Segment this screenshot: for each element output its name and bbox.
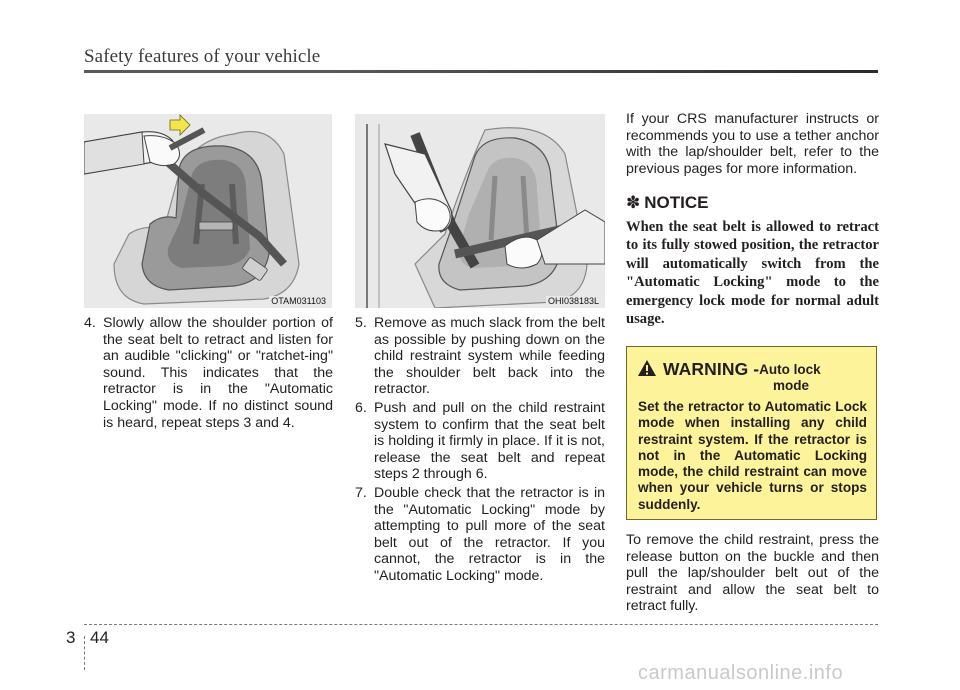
warning-subtitle-line2: mode (773, 378, 810, 393)
watermark: carmanualsonline.info (638, 662, 844, 684)
warning-body: Set the retractor to Automatic Lock mode when installing any child restraint system. If the retractor is not in the Automatic Locking mode, the child restraint can move when your vehicle turns or stops suddenly. (638, 399, 867, 512)
warning-title: WARNING - (663, 359, 760, 379)
child-seat-illustration (84, 114, 332, 308)
step-number: 4. (84, 315, 96, 331)
step-item (355, 485, 605, 585)
header-rule (84, 70, 878, 73)
push-down-illustration (355, 114, 605, 308)
notice-star-icon: ✽ (626, 193, 641, 213)
column-3 (626, 111, 879, 328)
column-1 (84, 315, 333, 433)
figure-code: OHI038183L (547, 296, 599, 306)
page-number: 44 (90, 628, 109, 647)
step-text: Push and pull on the child restraint system to confirm that the seat belt is holding it firmly in place. If it is not, release the seat belt and repeat steps 2 through 6. (374, 399, 605, 483)
outro-paragraph: To remove the child restraint, press the release button on the buckle and then pull the lap/shoulder belt out of the restraint and allow the seat belt to retract fully. (626, 532, 879, 615)
notice-label: NOTICE (644, 193, 709, 213)
notice-body: When the seat belt is allowed to retract to its fully stowed position, the retractor will automatically switch from the "Automatic Locking" mode to the emergency lock mode for normal adult usage. (626, 218, 879, 327)
step-number: 7. (355, 484, 367, 501)
figure-remove-slack (355, 114, 605, 308)
page-header-title: Safety features of your vehicle (84, 46, 321, 67)
intro-paragraph: If your CRS manufacturer instructs or recommends you to use a tether anchor with the lap/shoulder belt, refer to the previous pages for more information. (626, 111, 879, 177)
column-2 (355, 315, 605, 587)
step-item (355, 400, 605, 483)
warning-header (637, 359, 821, 380)
notice-heading (626, 195, 879, 212)
warning-subtitle: Auto lock (759, 362, 821, 377)
step-number: 6. (355, 399, 367, 416)
footer-rule (84, 624, 878, 625)
footer-divider (84, 636, 85, 670)
step-text: Slowly allow the shoulder portion of the seat belt to retract and listen for an audible "clicking" or "ratchet-ing" sound. This indicates that the retractor is in the "Automatic Locking" mode. If no distinct sound is heard, repeat steps 3 and 4. (103, 315, 333, 431)
step-text: Remove as much slack from the belt as possible by pushing down on the child restraint system while feeding the shoulder belt back into the retractor. (374, 315, 605, 398)
figure-seat-belt-retract (84, 114, 332, 308)
figure-code: OTAM031103 (271, 296, 326, 306)
step-item (84, 315, 333, 431)
warning-triangle-icon (637, 359, 657, 377)
chapter-number: 3 (66, 628, 76, 647)
step-number: 5. (355, 315, 367, 331)
step-item (355, 315, 605, 398)
step-text: Double check that the retractor is in the "Automatic Locking" mode by attempting to pull more of the seat belt out of the retractor. If you cannot, the retractor is in the "Automatic Locking" mode. (374, 484, 605, 584)
warning-box (626, 346, 877, 520)
